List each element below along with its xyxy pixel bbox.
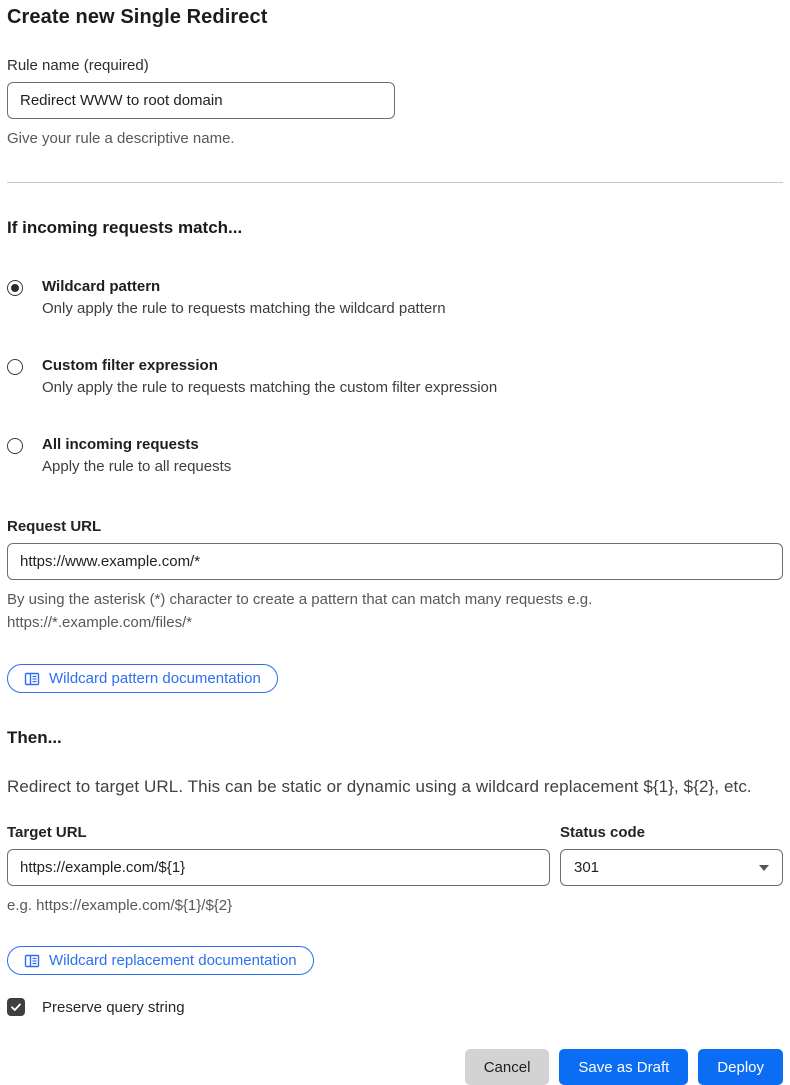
target-url-column (7, 824, 550, 886)
radio-description: Only apply the rule to requests matching the wildcard pattern (42, 300, 446, 317)
docs-button-label: Wildcard pattern documentation (49, 670, 261, 687)
docs-button-label: Wildcard replacement documentation (49, 952, 297, 969)
page-title: Create new Single Redirect (7, 6, 268, 28)
chevron-down-icon (759, 865, 769, 871)
then-description: Redirect to target URL. This can be static or dynamic using a wildcard replacement ${1}, ${2}, etc. (7, 777, 752, 796)
request-url-help-line2: https://*.example.com/files/* (7, 614, 193, 631)
checkbox-checked-icon[interactable] (7, 998, 25, 1016)
radio-label: All incoming requests (42, 436, 199, 453)
save-as-draft-button[interactable]: Save as Draft (559, 1049, 688, 1085)
then-section-heading: Then... (7, 728, 62, 747)
target-url-input[interactable] (7, 849, 550, 886)
radio-button-icon[interactable] (7, 280, 23, 296)
wildcard-replacement-docs-button[interactable] (7, 946, 314, 975)
preserve-query-label: Preserve query string (42, 998, 185, 1016)
deploy-button[interactable]: Deploy (698, 1049, 783, 1085)
open-book-icon (24, 953, 40, 969)
radio-option-custom-filter[interactable] (7, 357, 783, 396)
radio-description: Apply the rule to all requests (42, 458, 232, 475)
radio-description: Only apply the rule to requests matching the custom filter expression (42, 379, 498, 396)
match-section-heading: If incoming requests match... (7, 218, 243, 237)
form-actions (7, 1049, 783, 1085)
target-url-label: Target URL (7, 824, 87, 841)
cancel-button[interactable]: Cancel (465, 1049, 550, 1085)
status-code-selected-value: 301 (574, 859, 600, 876)
radio-option-wildcard-pattern[interactable] (7, 278, 783, 317)
status-code-label: Status code (560, 824, 646, 841)
status-code-select[interactable] (560, 849, 783, 886)
preserve-query-checkbox-row[interactable] (7, 998, 783, 1016)
section-divider (7, 182, 783, 183)
radio-label: Custom filter expression (42, 357, 218, 374)
target-url-help: e.g. https://example.com/${1}/${2} (7, 897, 233, 914)
request-url-help-line1: By using the asterisk (*) character to create a pattern that can match many requests e.g. (7, 591, 593, 608)
radio-option-all-requests[interactable] (7, 436, 783, 475)
status-code-column (560, 824, 783, 886)
request-url-input[interactable] (7, 543, 783, 580)
radio-label: Wildcard pattern (42, 278, 161, 295)
radio-button-icon[interactable] (7, 438, 23, 454)
rule-name-input[interactable] (7, 82, 395, 119)
open-book-icon (24, 671, 40, 687)
rule-name-help: Give your rule a descriptive name. (7, 130, 235, 147)
wildcard-pattern-docs-button[interactable] (7, 664, 278, 693)
rule-name-label: Rule name (required) (7, 57, 149, 74)
request-url-label: Request URL (7, 518, 102, 535)
request-url-help (7, 588, 783, 634)
radio-button-icon[interactable] (7, 359, 23, 375)
target-status-row (7, 824, 783, 886)
